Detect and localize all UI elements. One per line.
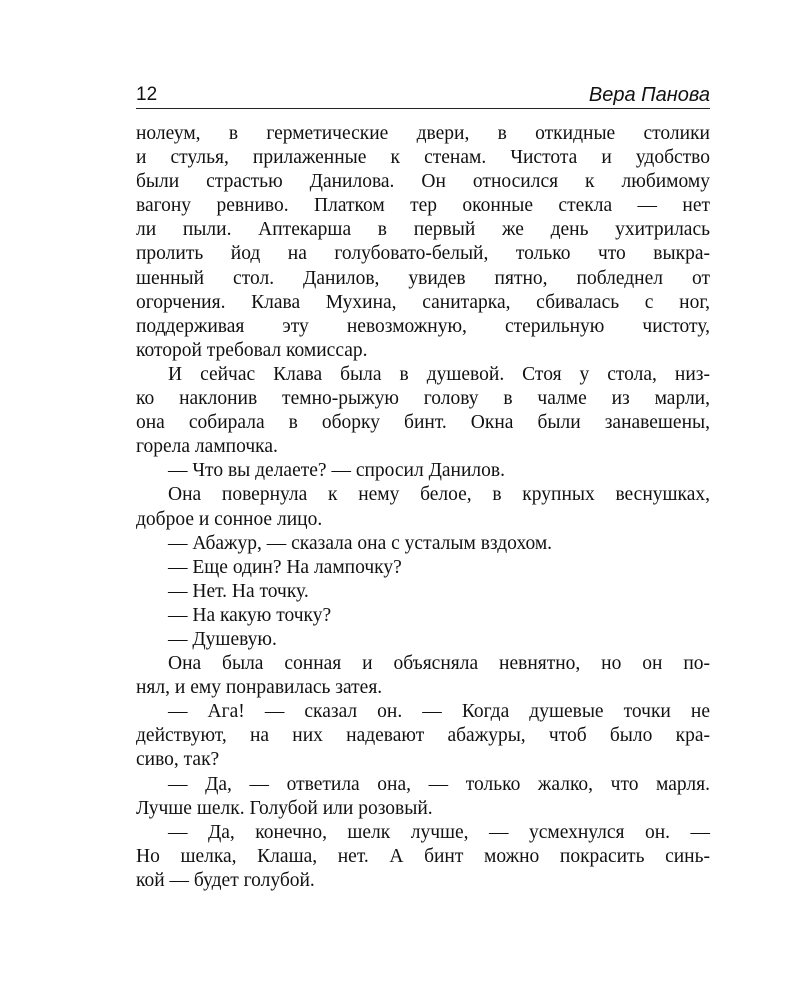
text-line: нял, и ему понравилась затея. (136, 677, 383, 699)
text-line: огорчения. Клава Мухина, санитарка, сбивалась с ног, (136, 291, 710, 313)
text-line: ли пыли. Аптекарша в первый же день ухитрилась (136, 219, 710, 241)
text-line: — Душевую. (168, 628, 277, 650)
page-number: 12 (136, 84, 158, 105)
text-line: — Что вы делаете? — спросил Данилов. (168, 460, 505, 482)
text-line: — Ага! — сказал он. — Когда душевые точки не (168, 701, 710, 723)
text-line: нолеум, в герметические двери, в откидные столики (136, 123, 710, 144)
text-line: Она повернула к нему белое, в крупных веснушках, (168, 484, 710, 506)
text-line: — Абажур, — сказала она с усталым вздохом. (168, 532, 553, 554)
text-line: и стулья, прилаженные к стенам. Чистота и удобство (136, 147, 710, 169)
text-line: — Нет. На точку. (168, 580, 309, 602)
text-line: действуют, на них надевают абажуры, чтоб было кра- (136, 725, 710, 747)
page-header (136, 84, 710, 109)
text-line: вагону ревниво. Платком тер оконные стекла — нет (136, 195, 710, 217)
text-line: она собирала в оборку бинт. Окна были занавешены, (136, 412, 710, 434)
text-line: доброе и сонное лицо. (136, 508, 323, 530)
body-text (136, 122, 710, 893)
text-line: кой — будет голубой. (136, 869, 315, 891)
text-line: сиво, так? (136, 749, 220, 771)
text-line: Она была сонная и объясняла невнятно, но он по- (168, 653, 710, 675)
text-line: которой требовал комиссар. (136, 339, 368, 361)
text-line: И сейчас Клава была в душевой. Стоя у стола, низ- (168, 363, 710, 385)
text-line: шенный стол. Данилов, увидев пятно, побледнел от (136, 267, 710, 289)
text-line: были страстью Данилова. Он относился к любимому (136, 171, 710, 193)
text-line: — Еще один? На лампочку? (168, 556, 402, 578)
text-line: — Да, — ответила она, — только жалко, что марля. (168, 773, 710, 795)
running-head-author: Вера Панова (588, 84, 710, 106)
text-line: поддерживая эту невозможную, стерильную чистоту, (136, 315, 710, 337)
text-line: пролить йод на голубовато-белый, только что выкра- (136, 243, 710, 265)
text-line: Лучше шелк. Голубой или розовый. (136, 797, 433, 819)
text-line: — На какую точку? (168, 604, 332, 626)
text-line: горела лампочка. (136, 436, 278, 458)
text-line: ко наклонив темно-рыжую голову в чалме из марли, (136, 388, 710, 410)
text-line: — Да, конечно, шелк лучше, — усмехнулся он. — (168, 821, 710, 843)
text-line: Но шелка, Клаша, нет. А бинт можно покрасить синь- (136, 845, 710, 867)
book-page (136, 84, 710, 893)
